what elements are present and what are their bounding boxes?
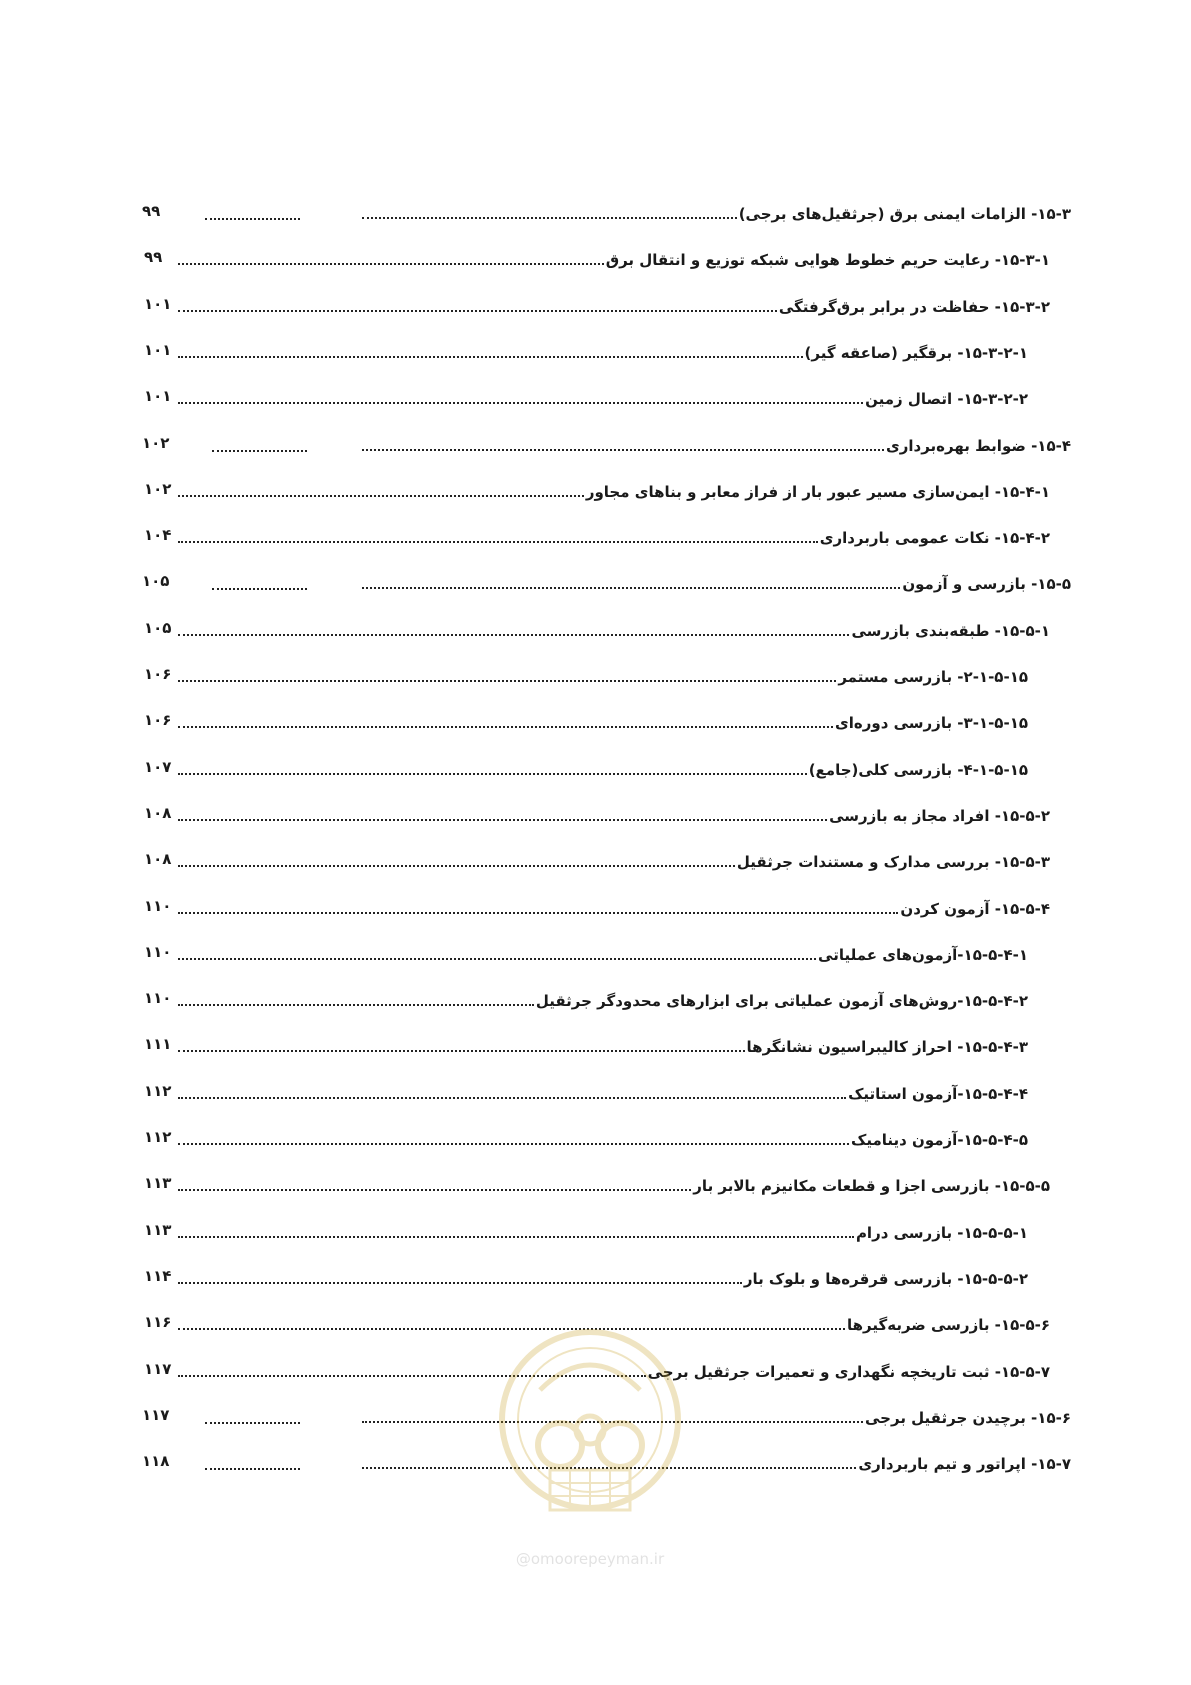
toc-dot-leader: [205, 1468, 300, 1470]
toc-entry-title: ۱۵-۵-۴-۳- احراز کالیبراسیون نشانگرها: [746, 1038, 1028, 1056]
toc-dot-leader: [178, 1143, 849, 1145]
toc-entry-title: ۱۵-۵-۷- ثبت تاریخچه نگهداری و تعمیرات جرثقیل برجی: [647, 1363, 1050, 1381]
toc-page-number: ۱۱۳: [144, 1221, 172, 1239]
toc-entry-title: ۱۵-۵- بازرسی و آزمون: [902, 575, 1071, 593]
toc-entry-title: ۱۵-۳-۲-۱- برقگیر (صاعقه گیر): [804, 344, 1028, 362]
toc-entry-title: ۱۵-۵-۴-۱-آزمون‌های عملیاتی: [818, 946, 1028, 964]
toc-dot-leader: [178, 1282, 742, 1284]
toc-page-number: ۱۱۷: [142, 1406, 170, 1424]
toc-entry[interactable]: [360, 1450, 1071, 1478]
toc-entry[interactable]: [176, 617, 1050, 645]
toc-entry-title: ۱۵-۳-۲- حفاظت در برابر برق‌گرفتگی: [778, 298, 1050, 316]
toc-dot-leader: [178, 263, 604, 265]
toc-entry[interactable]: [360, 432, 1071, 460]
toc-page-number: ۱۰۲: [142, 434, 170, 452]
toc-entry[interactable]: [176, 1126, 1028, 1154]
gear-seal-icon: [480, 1320, 700, 1540]
toc-dot-leader: [362, 587, 900, 589]
toc-entry-title: ۱۵-۵-۵-۲- بازرسی قرقره‌ها و بلوک بار: [743, 1270, 1028, 1288]
toc-entry-title: ۱۵-۵-۴-۲-روش‌های آزمون عملیاتی برای ابزارهای محدودگر جرثقیل: [535, 992, 1028, 1010]
toc-entry-title: ۱۵-۵-۴- آزمون کردن: [900, 900, 1050, 918]
toc-dot-leader: [178, 541, 818, 543]
toc-dot-leader: [178, 1050, 745, 1052]
toc-page-number: ۱۰۵: [144, 619, 172, 637]
toc-entry-title: ۱۵-۳- الزامات ایمنی برق (جرثقیل‌های برجی): [738, 205, 1071, 223]
toc-page-number: ۱۰۶: [144, 665, 172, 683]
toc-page-number: ۱۱۶: [144, 1313, 172, 1331]
toc-dot-leader: [178, 402, 863, 404]
toc-dot-leader: [178, 865, 735, 867]
watermark-url: @omoorepeyman.ir: [515, 1550, 665, 1568]
toc-dot-leader: [178, 912, 898, 914]
toc-entry[interactable]: [176, 293, 1050, 321]
toc-page-number: ۱۰۱: [144, 387, 172, 405]
toc-page-number: ۱۰۲: [144, 480, 172, 498]
toc-page-number: ۱۱۲: [144, 1082, 172, 1100]
toc-page-number: ۱۱۸: [142, 1452, 170, 1470]
toc-page-number: ۹۹: [142, 202, 161, 220]
toc-page-number: ۱۱۴: [144, 1267, 172, 1285]
toc-entry[interactable]: [360, 570, 1071, 598]
toc-entry-title: ۱۵-۶- برچیدن جرثقیل برجی: [865, 1409, 1071, 1427]
toc-page-number: ۱۱۱: [144, 1035, 172, 1053]
toc-page-number: ۱۰۱: [144, 295, 172, 313]
toc-dot-leader: [205, 1422, 300, 1424]
toc-entry-title: ۱۵-۵-۴-۴-آزمون استاتیک: [848, 1085, 1028, 1103]
toc-page-number: ۱۱۰: [144, 989, 172, 1007]
toc-entry[interactable]: [176, 1033, 1028, 1061]
toc-entry[interactable]: [176, 1172, 1050, 1200]
toc-entry[interactable]: [176, 1219, 1028, 1247]
toc-page-number: ۱۰۸: [144, 804, 172, 822]
toc-entry-title: ۱۵-۵-۲- افراد مجاز به بازرسی: [829, 807, 1050, 825]
toc-dot-leader: [178, 773, 807, 775]
toc-page-number: ۱۱۲: [144, 1128, 172, 1146]
toc-entry-title: ۱۵-۵-۵-۱- بازرسی درام: [855, 1224, 1028, 1242]
toc-page-number: ۱۰۷: [144, 758, 172, 776]
toc-entry[interactable]: [176, 895, 1050, 923]
toc-dot-leader: [178, 310, 777, 312]
toc-entry[interactable]: [176, 339, 1028, 367]
toc-page-number: ۱۱۰: [144, 897, 172, 915]
toc-page-number: ۹۹: [144, 248, 163, 266]
toc-entry[interactable]: [176, 385, 1028, 413]
toc-entry-title: ۱۵-۵-۶- بازرسی ضربه‌گیرها: [847, 1316, 1050, 1334]
toc-entry-title: ۴-۱-۵-۱۵- بازرسی کلی(جامع): [808, 761, 1028, 779]
toc-entry[interactable]: [176, 663, 1028, 691]
toc-entry[interactable]: [176, 848, 1050, 876]
toc-entry[interactable]: [360, 1404, 1071, 1432]
toc-entry-title: ۱۵-۴-۲- نکات عمومی باربرداری: [819, 529, 1050, 547]
toc-dot-leader: [362, 449, 884, 451]
toc-entry[interactable]: [176, 478, 1050, 506]
toc-dot-leader: [212, 450, 307, 452]
toc-dot-leader: [178, 819, 827, 821]
toc-entry[interactable]: [176, 1080, 1028, 1108]
toc-entry-title: ۱۵-۴-۱- ایمن‌سازی مسیر عبور بار از فراز معابر و بناهای مجاور: [585, 483, 1050, 501]
toc-dot-leader: [178, 495, 584, 497]
toc-page-number: ۱۱۰: [144, 943, 172, 961]
toc-entry[interactable]: [176, 709, 1028, 737]
toc-entry[interactable]: [176, 246, 1050, 274]
toc-dot-leader: [212, 588, 307, 590]
toc-entry-title: ۱۵-۷- اپراتور و تیم باربرداری: [858, 1455, 1071, 1473]
toc-dot-leader: [178, 680, 836, 682]
toc-entry[interactable]: [176, 1265, 1028, 1293]
toc-entry[interactable]: [176, 802, 1050, 830]
toc-entry-title: ۱۵-۵-۵- بازرسی اجزا و قطعات مکانیزم بالابر بار: [693, 1177, 1050, 1195]
toc-entry[interactable]: [176, 987, 1028, 1015]
toc-entry-title: ۱۵-۵-۱- طبقه‌بندی بازرسی: [851, 622, 1050, 640]
watermark-logo: [480, 1320, 700, 1600]
toc-dot-leader: [178, 356, 803, 358]
toc-page-number: ۱۰۶: [144, 711, 172, 729]
toc-entry-title: ۱۵-۵-۴-۵-آزمون دینامیک: [850, 1131, 1028, 1149]
toc-entry-title: ۳-۱-۵-۱۵- بازرسی دوره‌ای: [835, 714, 1028, 732]
toc-dot-leader: [178, 1189, 691, 1191]
toc-entry-title: ۲-۱-۵-۱۵- بازرسی مستمر: [838, 668, 1028, 686]
toc-entry[interactable]: [176, 524, 1050, 552]
toc-page-number: ۱۰۱: [144, 341, 172, 359]
toc-entry[interactable]: [176, 756, 1028, 784]
toc-entry-title: ۱۵-۴- ضوابط بهره‌برداری: [885, 437, 1071, 455]
toc-dot-leader: [205, 218, 300, 220]
toc-page-number: ۱۰۵: [142, 572, 170, 590]
toc-entry-title: ۱۵-۵-۳- بررسی مدارک و مستندات جرثقیل: [736, 853, 1050, 871]
toc-page-number: ۱۰۴: [144, 526, 172, 544]
toc-dot-leader: [178, 726, 833, 728]
toc-dot-leader: [178, 1097, 846, 1099]
toc-page-number: ۱۱۷: [144, 1360, 172, 1378]
toc-dot-leader: [178, 1236, 854, 1238]
toc-dot-leader: [178, 958, 816, 960]
toc-dot-leader: [178, 634, 849, 636]
toc-entry[interactable]: [176, 941, 1028, 969]
toc-entry[interactable]: [360, 200, 1071, 228]
toc-page-number: ۱۰۸: [144, 850, 172, 868]
toc-dot-leader: [178, 1004, 534, 1006]
toc-entry-title: ۱۵-۳-۱- رعایت حریم خطوط هوایی شبکه توزیع و انتقال برق: [605, 251, 1050, 269]
toc-entry-title: ۱۵-۳-۲-۲- اتصال زمین: [865, 390, 1028, 408]
toc-dot-leader: [362, 217, 737, 219]
toc-page-number: ۱۱۳: [144, 1174, 172, 1192]
